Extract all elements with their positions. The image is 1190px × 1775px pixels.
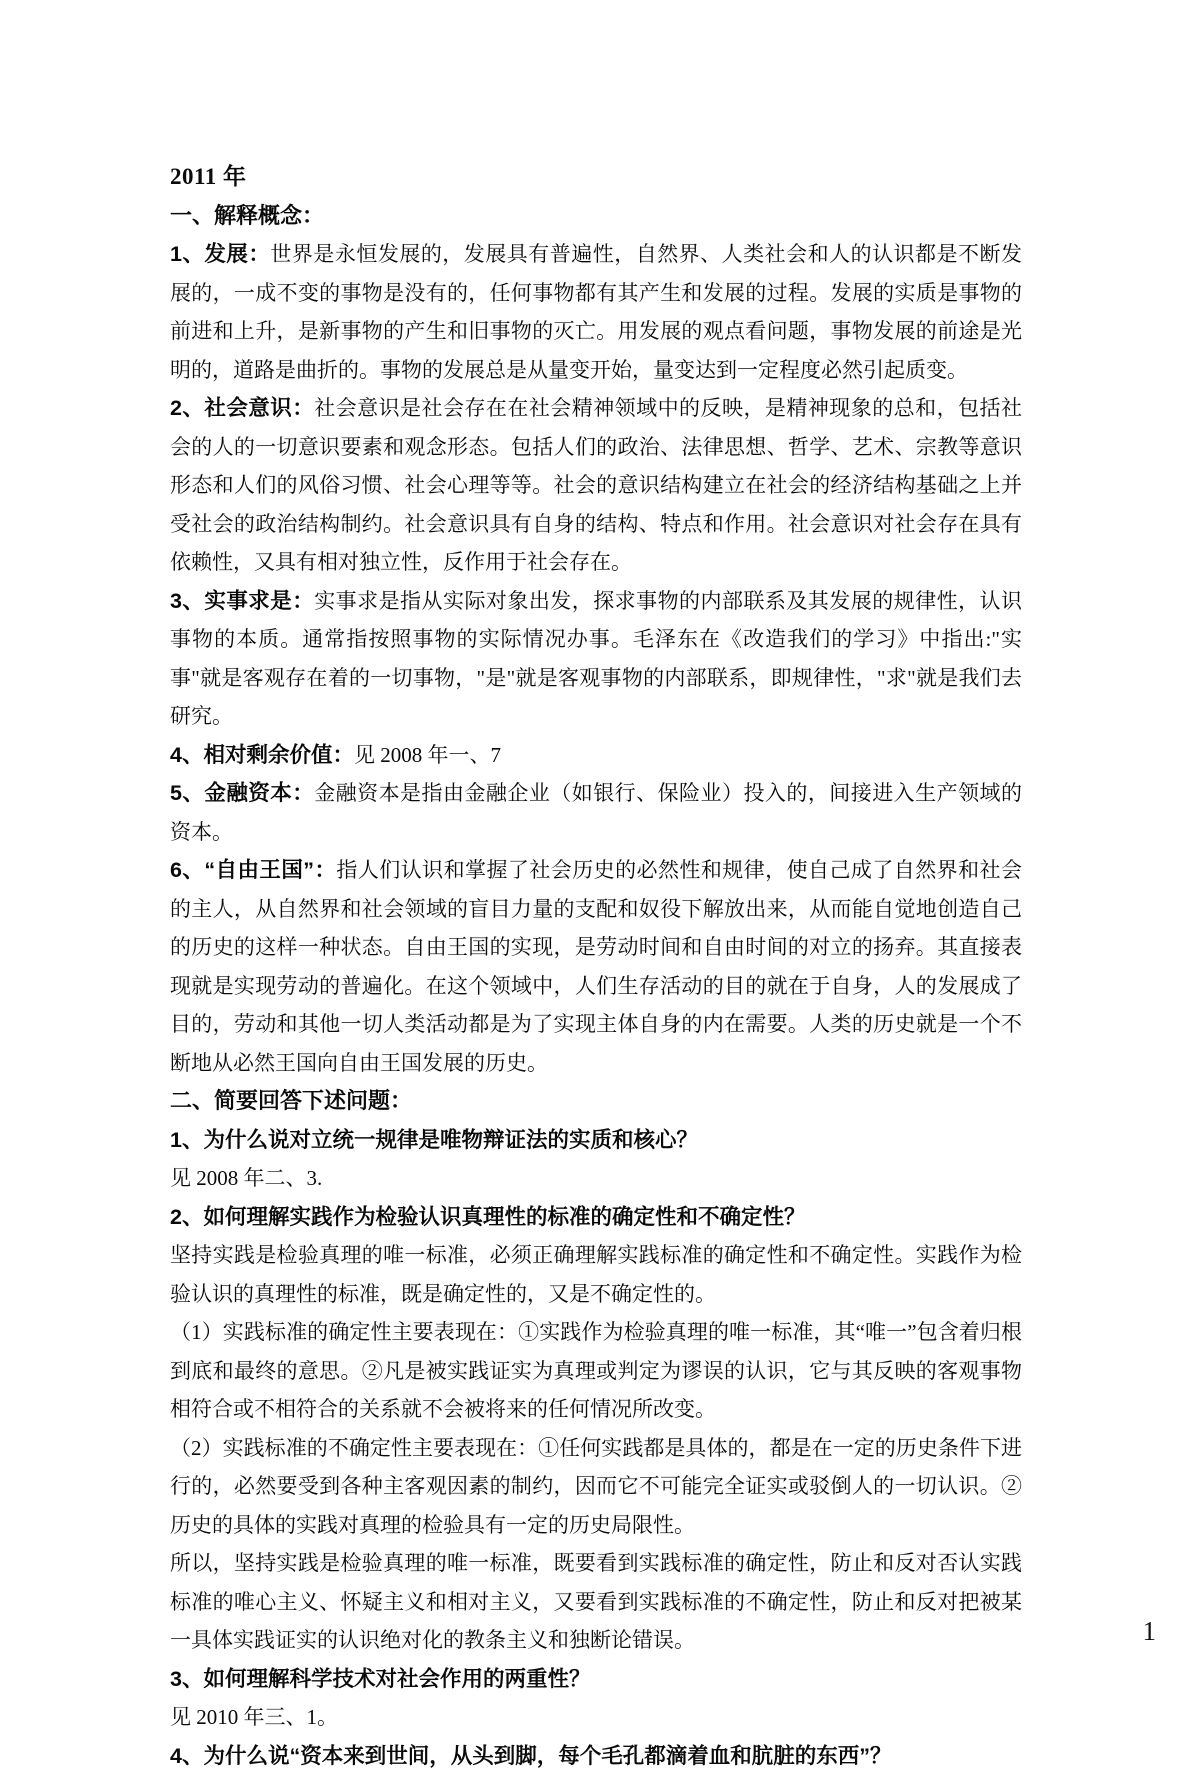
definition-term: 3、实事求是：: [170, 589, 314, 613]
answer-paragraph: 见 2008 年二、3.: [170, 1159, 1022, 1198]
definition-term: 4、相对剩余价值：: [170, 743, 354, 767]
definition-text: 金融资本是指由金融企业（如银行、保险业）投入的，间接进入生产领域的资本。: [170, 781, 1022, 844]
definition-text: 社会意识是社会存在在社会精神领域中的反映，是精神现象的总和，包括社会的人的一切意识要素和观念形态。包括人们的政治、法律思想、哲学、艺术、宗教等意识形态和人们的风俗习惯、社会心理等等。社会的意识结构建立在社会的经济结构基础之上并受社会的政治结构制约。社会意识具有自身的结构、特点和作用。社会意识对社会存在具有依赖性，又具有相对独立性，反作用于社会存在。: [170, 396, 1022, 574]
definition-term: 6、“自由王国”：: [170, 858, 336, 882]
answer-paragraph: 见 2010 年三、1。: [170, 1698, 1022, 1737]
question-1: 1、为什么说对立统一规律是唯物辩证法的实质和核心？: [170, 1121, 1022, 1160]
answer-paragraph: （1）实践标准的确定性主要表现在：①实践作为检验真理的唯一标准，其“唯一”包含着归根到底和最终的意思。②凡是被实践证实为真理或判定为谬误的认识，它与其反映的客观事物相符合或不相符合的关系就不会被将来的任何情况所改变。: [170, 1313, 1022, 1429]
section-heading-1: 一、解释概念：: [170, 197, 1022, 236]
definition-item: [170, 736, 1022, 775]
question-4: 4、为什么说“资本来到世间，从头到脚，每个毛孔都滴着血和肮脏的东西”？: [170, 1737, 1022, 1775]
question-2: 2、如何理解实践作为检验认识真理性的标准的确定性和不确定性？: [170, 1198, 1022, 1237]
definition-item: [170, 235, 1022, 389]
page-title: 2011 年: [170, 158, 1022, 197]
definition-text: 世界是永恒发展的，发展具有普遍性，自然界、人类社会和人的认识都是不断发展的，一成不变的事物是没有的，任何事物都有其产生和发展的过程。发展的实质是事物的前进和上升，是新事物的产生和旧事物的灭亡。用发展的观点看问题，事物发展的前途是光明的，道路是曲折的。事物的发展总是从量变开始，量变达到一定程度必然引起质变。: [170, 242, 1022, 382]
answer-paragraph: （2）实践标准的不确定性主要表现在：①任何实践都是具体的，都是在一定的历史条件下进行的，必然要受到各种主客观因素的制约，因而它不可能完全证实或驳倒人的一切认识。②历史的具体的实践对真理的检验具有一定的历史局限性。: [170, 1429, 1022, 1545]
document-content: [170, 158, 1022, 1775]
definition-term: 1、发展：: [170, 242, 270, 266]
definition-term: 5、金融资本：: [170, 781, 314, 805]
definition-text: 指人们认识和掌握了社会历史的必然性和规律，使自己成了自然界和社会的主人，从自然界和社会领域的盲目力量的支配和奴役下解放出来，从而能自觉地创造自己的历史的这样一种状态。自由王国的实现，是劳动时间和自由时间的对立的扬弃。其直接表现就是实现劳动的普遍化。在这个领域中，人们生存活动的目的就在于自身，人的发展成了目的，劳动和其他一切人类活动都是为了实现主体自身的内在需要。人类的历史就是一个不断地从必然王国向自由王国发展的历史。: [170, 858, 1022, 1075]
answer-paragraph: 坚持实践是检验真理的唯一标准，必须正确理解实践标准的确定性和不确定性。实践作为检验认识的真理性的标准，既是确定性的，又是不确定性的。: [170, 1236, 1022, 1313]
section-heading-2: 二、简要回答下述问题：: [170, 1082, 1022, 1121]
definition-item: [170, 774, 1022, 851]
answer-paragraph: 所以，坚持实践是检验真理的唯一标准，既要看到实践标准的确定性，防止和反对否认实践标准的唯心主义、怀疑主义和相对主义，又要看到实践标准的不确定性，防止和反对把被某一具体实践证实的认识绝对化的教条主义和独断论错误。: [170, 1544, 1022, 1660]
page-number: 1: [1143, 1616, 1157, 1647]
definition-item: [170, 851, 1022, 1082]
definition-item: [170, 582, 1022, 736]
definition-item: [170, 389, 1022, 582]
definition-text: 实事求是指从实际对象出发，探求事物的内部联系及其发展的规律性，认识事物的本质。通常指按照事物的实际情况办事。毛泽东在《改造我们的学习》中指出:"实事"就是客观存在着的一切事物，"是"就是客观事物的内部联系，即规律性，"求"就是我们去研究。: [170, 589, 1022, 729]
question-3: 3、如何理解科学技术对社会作用的两重性？: [170, 1660, 1022, 1699]
definition-text: 见 2008 年一、7: [354, 743, 501, 767]
definition-term: 2、社会意识：: [170, 396, 314, 420]
